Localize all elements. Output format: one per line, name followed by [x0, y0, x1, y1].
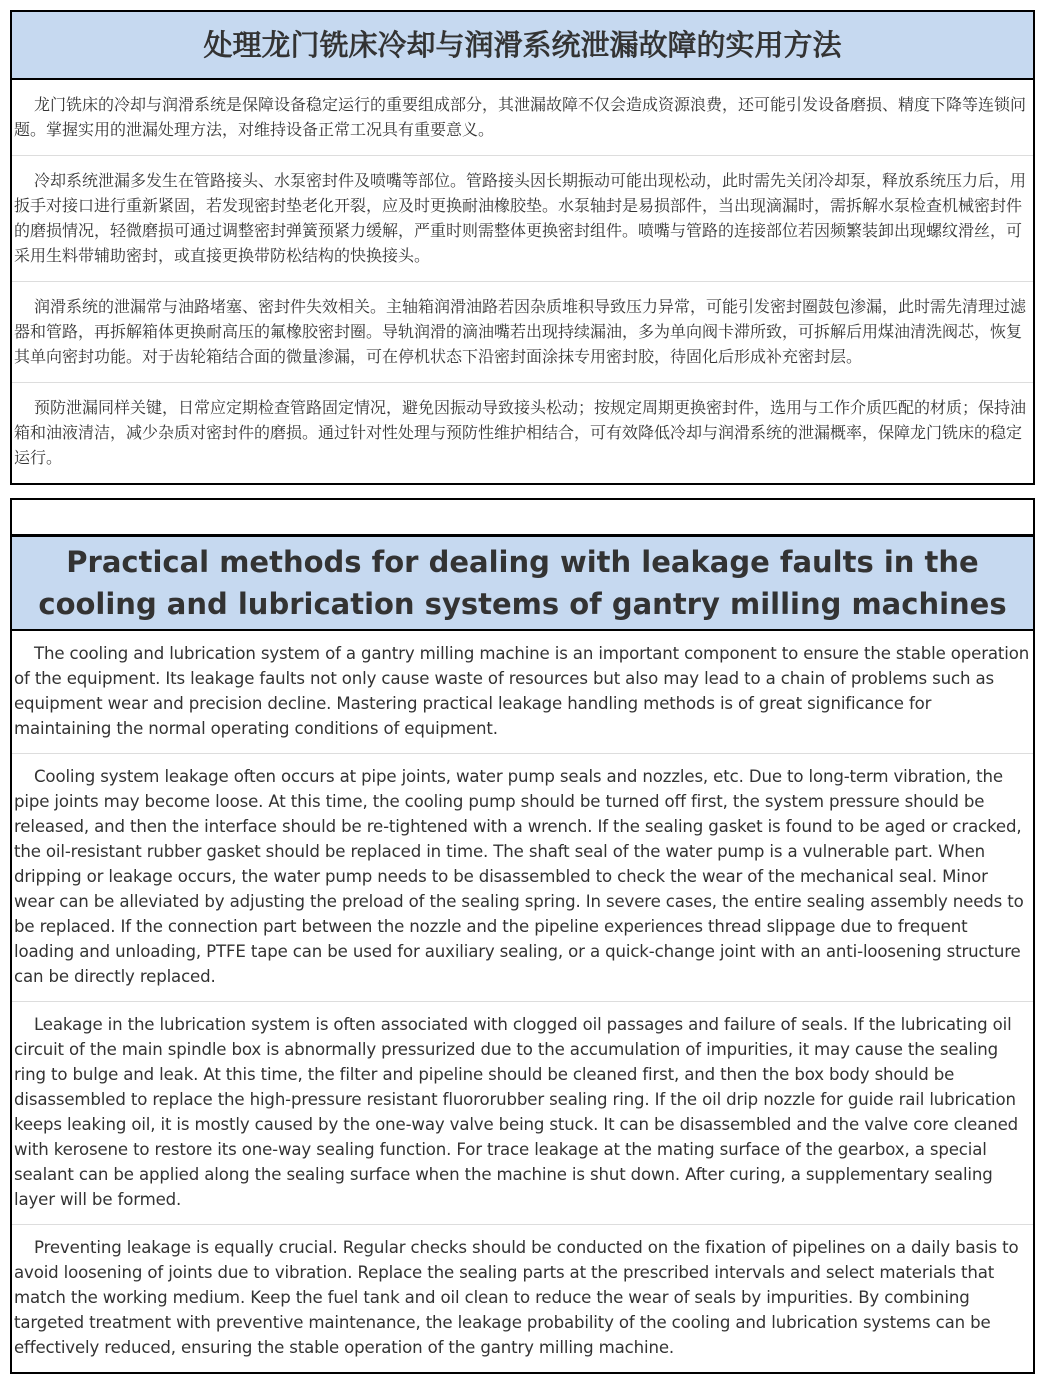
english-paragraph: Cooling system leakage often occurs at pipe joints, water pump seals and nozzles, etc. Due to long-term vibration, the pipe joints may become loose. At this time, the cooling pump should be turned off first, the system pressure should be released, and then the interface should be re-tightened with a wrench. If the sealing gasket is found to be aged or cracked, the oil-resistant rubber gasket should be replaced in time. The shaft seal of the water pump is a vulnerable part. When dripping or leakage occurs, the water pump needs to be disassembled to check the wear of the mechanical seal. Minor wear can be alleviated by adjusting the preload of the sealing spring. In severe cases, the entire sealing assembly needs to be replaced. If the connection part between the nozzle and the pipeline experiences thread slippage due to frequent loading and unloading, PTFE tape can be used for auxiliary sealing, or a quick-change joint with an anti-loosening structure can be directly replaced. — [12, 754, 1033, 1002]
chinese-paragraph: 润滑系统的泄漏常与油路堵塞、密封件失效相关。主轴箱润滑油路若因杂质堆积导致压力异常，可能引发密封圈鼓包渗漏，此时需先清理过滤器和管路，再拆解箱体更换耐高压的氟橡胶密封圈。导轨润滑的滴油嘴若出现持续漏油，多为单向阀卡滞所致，可拆解后用煤油清洗阀芯，恢复其单向密封功能。对于齿轮箱结合面的微量渗漏，可在停机状态下沿密封面涂抹专用密封胶，待固化后形成补充密封层。 — [12, 282, 1033, 383]
chinese-title: 处理龙门铣床冷却与润滑系统泄漏故障的实用方法 — [12, 12, 1033, 80]
english-section — [10, 498, 1035, 1374]
english-paragraph: Leakage in the lubrication system is often associated with clogged oil passages and failure of seals. If the lubricating oil circuit of the main spindle box is abnormally pressurized due to the accumulation of impurities, it may cause the sealing ring to bulge and leak. At this time, the filter and pipeline should be cleaned first, and then the box body should be disassembled to replace the high-pressure resistant fluororubber sealing ring. If the oil drip nozzle for guide rail lubrication keeps leaking oil, it is mostly caused by the one-way valve being stuck. It can be disassembled and the valve core cleaned with kerosene to restore its one-way sealing function. For trace leakage at the mating surface of the gearbox, a special sealant can be applied along the sealing surface when the machine is shut down. After curing, a supplementary sealing layer will be formed. — [12, 1002, 1033, 1225]
english-paragraph: The cooling and lubrication system of a gantry milling machine is an important component to ensure the stable operation of the equipment. Its leakage faults not only cause waste of resources but also may lead to a chain of problems such as equipment wear and precision decline. Mastering practical leakage handling methods is of great significance for maintaining the normal operating conditions of equipment. — [12, 631, 1033, 754]
chinese-paragraph: 龙门铣床的冷却与润滑系统是保障设备稳定运行的重要组成部分，其泄漏故障不仅会造成资源浪费，还可能引发设备磨损、精度下降等连锁问题。掌握实用的泄漏处理方法，对维持设备正常工况具有重要意义。 — [12, 80, 1033, 156]
english-title: Practical methods for dealing with leakage faults in the cooling and lubrication systems of gantry milling machines — [12, 537, 1033, 631]
chinese-paragraph: 冷却系统泄漏多发生在管路接头、水泵密封件及喷嘴等部位。管路接头因长期振动可能出现松动，此时需先关闭冷却泵，释放系统压力后，用扳手对接口进行重新紧固，若发现密封垫老化开裂，应及时更换耐油橡胶垫。水泵轴封是易损部件，当出现滴漏时，需拆解水泵检查机械密封件的磨损情况，轻微磨损可通过调整密封弹簧预紧力缓解，严重时则需整体更换密封组件。喷嘴与管路的连接部位若因频繁装卸出现螺纹滑丝，可采用生料带辅助密封，或直接更换带防松结构的快换接头。 — [12, 156, 1033, 282]
chinese-paragraph: 预防泄漏同样关键，日常应定期检查管路固定情况，避免因振动导致接头松动；按规定周期更换密封件，选用与工作介质匹配的材质；保持油箱和油液清洁，减少杂质对密封件的磨损。通过针对性处理与预防性维护相结合，可有效降低冷却与润滑系统的泄漏概率，保障龙门铣床的稳定运行。 — [14, 398, 1027, 467]
section-spacer — [12, 500, 1033, 537]
chinese-section — [10, 10, 1035, 485]
english-paragraph: Preventing leakage is equally crucial. Regular checks should be conducted on the fixation of pipelines on a daily basis to avoid loosening of joints due to vibration. Replace the sealing parts at the prescribed intervals and select materials that match the working medium. Keep the fuel tank and oil clean to reduce the wear of seals by impurities. By combining targeted treatment with preventive maintenance, the leakage probability of the cooling and lubrication systems can be effectively reduced, ensuring the stable operation of the gantry milling machine. — [14, 1238, 1019, 1357]
